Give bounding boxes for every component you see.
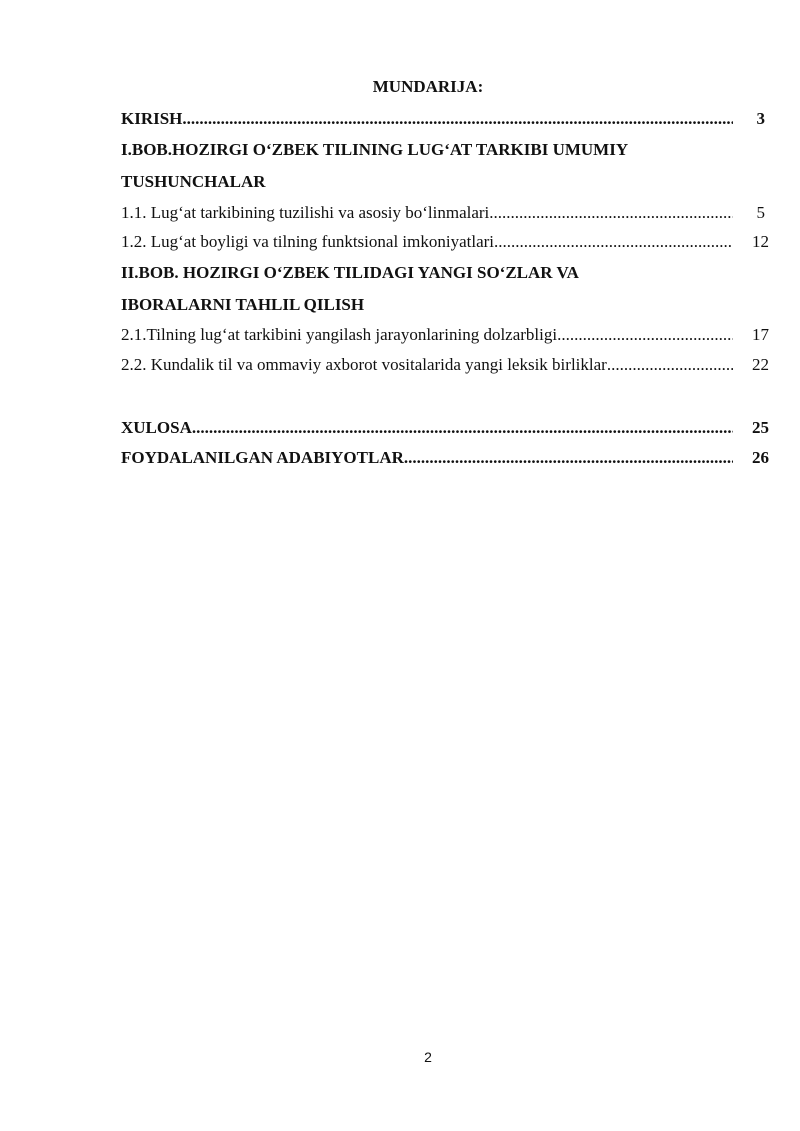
toc-leader-dots [607,355,733,375]
page-number: 2 [424,1049,432,1065]
toc-leader-dots [557,325,733,345]
toc-entry-label: FOYDALANILGAN ADABIYOTLAR [121,448,404,467]
toc-entry-adabiyotlar[interactable] [121,448,769,468]
toc-entry-label: 2.1.Tilning lug‘at tarkibini yangilash jarayonlarining dolzarbligi [121,325,558,344]
chapter-2-heading-line-1[interactable]: II.BOB. HOZIRGI O‘ZBEK TILIDAGI YANGI SO‘ZLAR VA [121,263,579,282]
toc-title: MUNDARIJA: [372,77,484,96]
toc-leader-dots [192,418,733,438]
toc-leader-dots [494,232,733,252]
toc-page-number: 3 [756,109,765,128]
toc-page-number: 26 [752,448,769,467]
toc-entry-label: 2.2. Kundalik til va ommaviy axborot vositalarida yangi leksik birliklar [121,355,607,374]
chapter-2-heading-line-2[interactable]: IBORALARNI TAHLIL QILISH [121,295,365,314]
toc-leader-dots [182,109,733,129]
toc-entry-xulosa[interactable] [121,418,769,438]
chapter-1-heading-line-1[interactable]: I.BOB.HOZIRGI O‘ZBEK TILINING LUG‘AT TARKIBI UMUMIY [121,140,629,159]
toc-entry-kirish[interactable] [121,109,765,129]
toc-page-number: 5 [756,203,765,222]
toc-entry-label: 1.1. Lug‘at tarkibining tuzilishi va asosiy bo‘linmalari [121,203,490,222]
toc-entry-label: 1.2. Lug‘at boyligi va tilning funktsional imkoniyatlari [121,232,495,251]
toc-entry-2-1[interactable] [121,325,769,345]
toc-page-number: 22 [752,355,769,374]
toc-leader-dots [489,203,733,223]
toc-entry-1-2[interactable] [121,232,769,252]
toc-leader-dots [404,448,733,468]
toc-page-number: 12 [752,232,769,251]
chapter-1-heading-line-2[interactable]: TUSHUNCHALAR [121,172,266,191]
toc-page-number: 25 [752,418,769,437]
toc-entry-2-2[interactable] [121,355,769,375]
toc-page-number: 17 [752,325,769,344]
toc-entry-1-1[interactable] [121,203,765,223]
toc-entry-label: XULOSA [121,418,192,437]
toc-entry-label: KIRISH [121,109,183,128]
